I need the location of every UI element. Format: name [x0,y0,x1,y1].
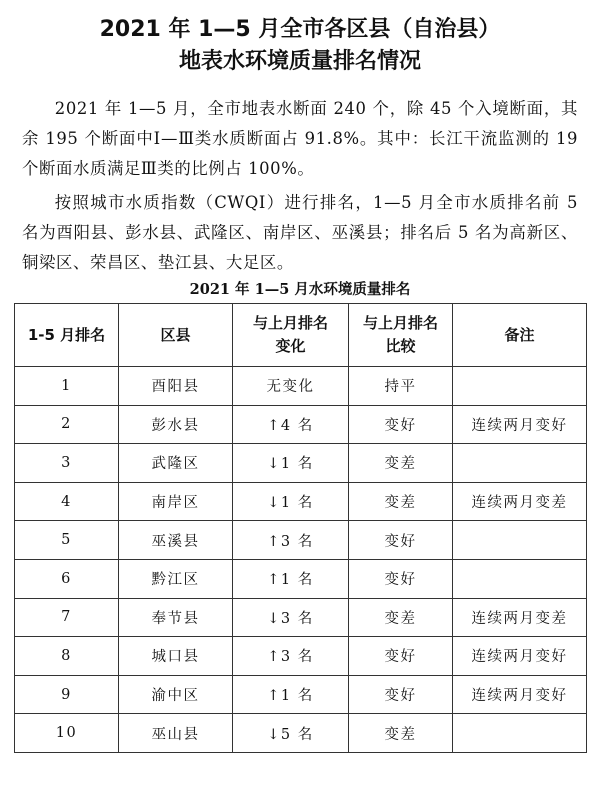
table-row [15,367,587,406]
summary-paragraph: 2021 年 1—5 月，全市地表水断面 240 个，除 45 个入境断面，其余 195 个断面中Ⅰ—Ⅲ类水质断面占 91.8%。其中：长江干流监测的 19 个断面水质满足Ⅲ类的比例占 100%。 [22,99,578,178]
cell-rank: 7 [15,598,119,637]
document-title-line2: 地表水环境质量排名情况 [178,49,421,74]
cell-change: ↑3 名 [233,521,349,560]
header-compare-line2: 比较 [385,337,416,355]
cell-note: 连续两月变好 [453,637,587,676]
cell-compare: 变好 [349,675,453,714]
cell-compare: 变差 [349,444,453,483]
document-title-line1: 2021 年 1—5 月全市各区县（自治县） [99,17,501,42]
cell-county: 奉节县 [119,598,233,637]
cell-rank: 6 [15,559,119,598]
cell-compare: 变差 [349,598,453,637]
cell-change: ↓1 名 [233,482,349,521]
cell-note: 连续两月变差 [453,482,587,521]
cell-note: 连续两月变差 [453,598,587,637]
cell-note [453,559,587,598]
table-header-row [15,304,587,367]
cell-county: 巫山县 [119,714,233,753]
cell-note [453,444,587,483]
cell-county: 彭水县 [119,405,233,444]
table-row [15,675,587,714]
cell-change: ↓5 名 [233,714,349,753]
cell-rank: 8 [15,637,119,676]
cell-note [453,367,587,406]
header-note-label: 备注 [504,325,535,344]
cell-compare: 变好 [349,405,453,444]
cell-county: 南岸区 [119,482,233,521]
cell-county: 巫溪县 [119,521,233,560]
cell-change: ↑4 名 [233,405,349,444]
cell-rank: 9 [15,675,119,714]
cell-rank: 1 [15,367,119,406]
cell-county: 黔江区 [119,559,233,598]
cell-rank: 10 [15,714,119,753]
table-row [15,598,587,637]
cell-rank: 4 [15,482,119,521]
cell-compare: 变好 [349,521,453,560]
cell-note [453,714,587,753]
table-row [15,714,587,753]
header-change [233,304,349,367]
header-rank [15,304,119,367]
cell-change: ↓1 名 [233,444,349,483]
cell-change: ↑1 名 [233,675,349,714]
table-caption: 2021 年 1—5 月水环境质量排名 [189,281,411,298]
cell-change: ↑1 名 [233,559,349,598]
cell-rank: 5 [15,521,119,560]
cell-rank: 2 [15,405,119,444]
cell-compare: 持平 [349,367,453,406]
cell-county: 城口县 [119,637,233,676]
cell-change: ↓3 名 [233,598,349,637]
cell-note [453,521,587,560]
header-county-label: 区县 [160,325,191,344]
table-row [15,559,587,598]
cell-compare: 变好 [349,637,453,676]
header-compare [349,304,453,367]
table-row [15,444,587,483]
cell-compare: 变好 [349,559,453,598]
cell-rank: 3 [15,444,119,483]
cell-note: 连续两月变好 [453,675,587,714]
header-rank-label: 1-5 月排名 [27,325,106,344]
header-county [119,304,233,367]
header-compare-line1: 与上月排名 [362,314,438,332]
cell-change: 无变化 [233,367,349,406]
table-row [15,637,587,676]
cell-change: ↑3 名 [233,637,349,676]
table-row [15,521,587,560]
header-change-line2: 变化 [275,337,306,355]
cell-compare: 变差 [349,482,453,521]
ranking-table [14,303,587,753]
table-row [15,405,587,444]
cell-county: 渝中区 [119,675,233,714]
header-change-line1: 与上月排名 [252,314,328,332]
cell-note: 连续两月变好 [453,405,587,444]
cell-county: 武隆区 [119,444,233,483]
cell-compare: 变差 [349,714,453,753]
ranking-paragraph: 按照城市水质指数（CWQI）进行排名，1—5 月全市水质排名前 5 名为酉阳县、彭水县、武隆区、南岸区、巫溪县；排名后 5 名为高新区、铜梁区、荣昌区、垫江县、大足区。 [22,193,578,272]
header-note [453,304,587,367]
table-row [15,482,587,521]
cell-county: 酉阳县 [119,367,233,406]
